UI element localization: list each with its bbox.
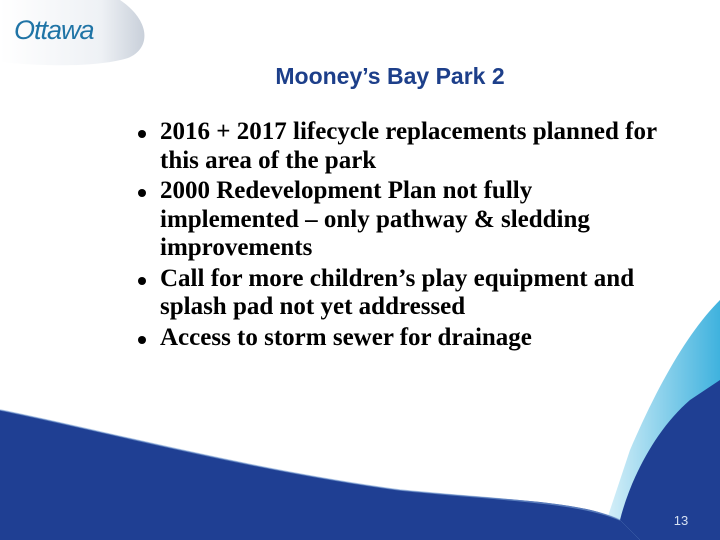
- page-number: 13: [673, 513, 689, 528]
- bullet-item: [138, 265, 658, 322]
- bullet-dot-icon: [138, 189, 146, 197]
- bullet-item: [138, 177, 658, 263]
- logo-wordmark: Ottawa: [14, 15, 94, 45]
- bullet-text: Access to storm sewer for drainage: [160, 323, 532, 351]
- bullet-dot-icon: [138, 277, 146, 285]
- bullet-text: 2000 Redevelopment Plan not fully implemented – only pathway & sledding improvements: [160, 177, 590, 261]
- ottawa-logo: [14, 12, 114, 48]
- blue-wave-shape: [0, 410, 640, 540]
- bullet-text: Call for more children’s play equipment and splash pad not yet addressed: [160, 264, 635, 320]
- bullet-item: [138, 118, 658, 175]
- bullet-text: 2016 + 2017 lifecycle replacements planned for this area of the park: [160, 118, 657, 174]
- bullet-dot-icon: [138, 130, 146, 138]
- bullet-list: [138, 118, 658, 354]
- bullet-dot-icon: [138, 336, 146, 344]
- bullet-item: [138, 324, 658, 353]
- slide-title: Mooney’s Bay Park 2: [275, 63, 505, 89]
